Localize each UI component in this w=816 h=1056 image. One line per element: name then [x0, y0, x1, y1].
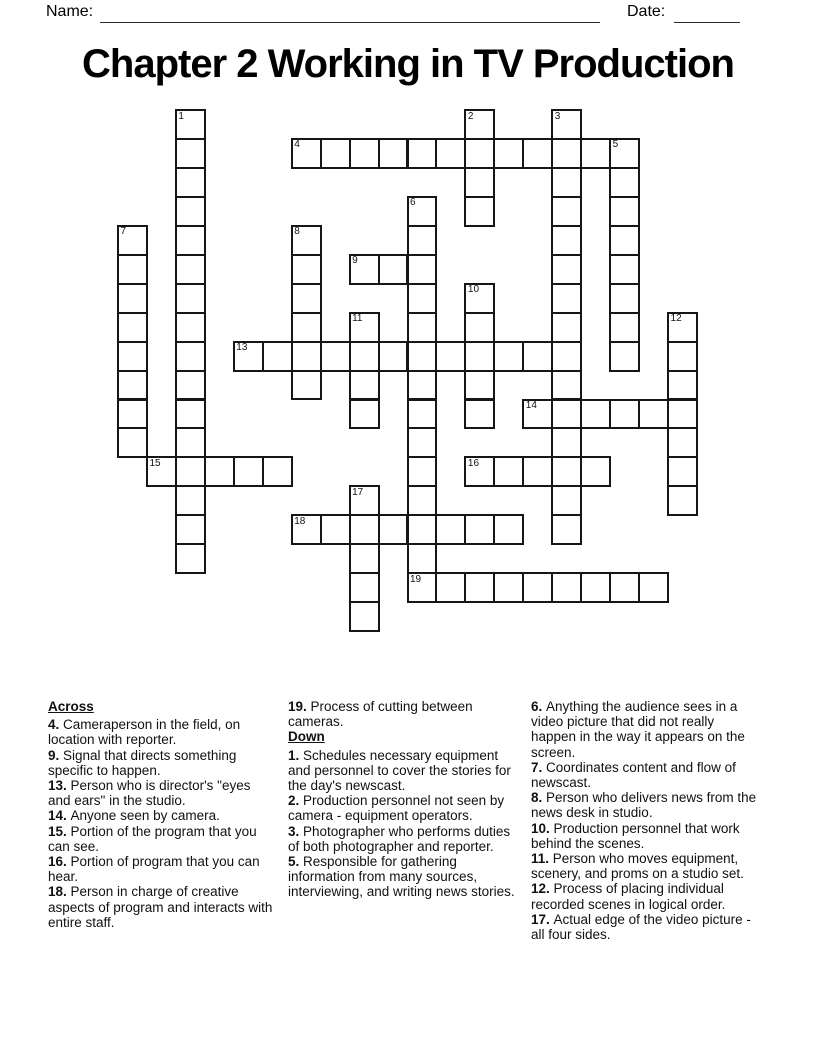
grid-cell[interactable] — [551, 572, 582, 603]
clue-number: 16. — [48, 854, 71, 870]
clue-7: 7. Coordinates content and flow of newscast. — [531, 759, 736, 791]
cell-number-14: 14 — [525, 400, 537, 411]
grid-cell[interactable] — [291, 254, 322, 285]
grid-cell[interactable] — [407, 341, 438, 372]
grid-cell[interactable] — [175, 427, 206, 458]
grid-cell[interactable] — [609, 167, 640, 198]
grid-cell[interactable] — [320, 341, 351, 372]
grid-cell[interactable] — [580, 572, 611, 603]
grid-cell[interactable] — [464, 196, 495, 227]
page-title: Chapter 2 Working in TV Production — [82, 42, 734, 86]
grid-cell[interactable] — [175, 138, 206, 169]
grid-cell[interactable] — [522, 138, 553, 169]
clue-14: 14. Anyone seen by camera. — [48, 808, 220, 824]
grid-cell[interactable] — [551, 196, 582, 227]
grid-cell[interactable] — [493, 456, 524, 487]
grid-cell[interactable] — [493, 341, 524, 372]
clue-number: 5. — [288, 854, 304, 870]
grid-cell[interactable] — [522, 341, 553, 372]
grid-cell[interactable] — [435, 572, 466, 603]
grid-cell[interactable] — [175, 485, 206, 516]
clue-number: 10. — [531, 820, 554, 836]
grid-cell[interactable] — [407, 254, 438, 285]
grid-cell[interactable] — [609, 225, 640, 256]
clue-number: 13. — [48, 778, 71, 794]
grid-cell[interactable] — [667, 456, 698, 487]
across-section-header: Across — [48, 699, 94, 714]
date-blank-line — [674, 6, 740, 23]
grid-cell[interactable] — [609, 283, 640, 314]
grid-cell[interactable] — [349, 138, 380, 169]
grid-cell[interactable] — [667, 485, 698, 516]
grid-cell[interactable] — [349, 514, 380, 545]
grid-cell[interactable] — [349, 341, 380, 372]
grid-cell[interactable] — [609, 312, 640, 343]
grid-cell[interactable] — [464, 514, 495, 545]
grid-cell[interactable] — [117, 254, 148, 285]
grid-cell[interactable] — [435, 514, 466, 545]
grid-cell[interactable] — [464, 138, 495, 169]
clue-15: 15. Portion of the program that you can see. — [48, 823, 257, 854]
clue-12: 12. Process of placing individual recorded scenes in logical order. — [531, 881, 726, 912]
grid-cell[interactable] — [551, 312, 582, 343]
grid-cell[interactable] — [175, 225, 206, 256]
clue-number: 2. — [288, 793, 304, 809]
grid-cell[interactable] — [349, 370, 380, 401]
grid-cell[interactable] — [175, 514, 206, 545]
grid-cell[interactable] — [464, 572, 495, 603]
grid-cell[interactable] — [175, 283, 206, 314]
clue-number: 1. — [288, 747, 304, 763]
cell-number-12: 12 — [670, 313, 682, 325]
grid-cell[interactable] — [204, 456, 235, 487]
grid-cell[interactable] — [175, 543, 206, 574]
grid-cell[interactable] — [291, 283, 322, 314]
cell-number-5: 5 — [612, 139, 619, 151]
clues-column-2 — [288, 699, 518, 900]
clue-8: 8. Person who delivers news from the news desk in studio. — [531, 790, 757, 821]
grid-cell[interactable] — [175, 399, 206, 430]
grid-cell[interactable] — [117, 341, 148, 372]
grid-cell[interactable] — [291, 370, 322, 401]
clue-17: 17. Actual edge of the video picture - all four sides. — [531, 911, 751, 943]
grid-cell[interactable] — [464, 370, 495, 401]
grid-cell[interactable] — [522, 572, 553, 603]
cell-number-8: 8 — [294, 226, 300, 238]
clue-9: 9. Signal that directs something specific to happen. — [48, 747, 237, 778]
cell-number-19: 19 — [410, 573, 422, 585]
cell-number-15: 15 — [149, 457, 161, 469]
clue-number: 4. — [48, 717, 64, 733]
grid-cell[interactable] — [378, 254, 409, 285]
clue-number: 12. — [531, 881, 554, 897]
cell-number-1: 1 — [178, 110, 184, 122]
grid-cell[interactable] — [551, 254, 582, 285]
grid-cell[interactable] — [435, 138, 466, 169]
clue-number: 19. — [288, 699, 311, 714]
grid-cell[interactable] — [667, 370, 698, 401]
cell-number-11: 11 — [352, 313, 363, 325]
grid-cell[interactable] — [407, 427, 438, 458]
grid-cell[interactable] — [464, 341, 495, 372]
clue-5: 5. Responsible for gathering information from many sources, interviewing, and writing news stories. — [288, 854, 515, 900]
grid-cell[interactable] — [435, 341, 466, 372]
clue-1: 1. Schedules necessary equipment and personnel to cover the stories for the day's newscast. — [288, 747, 511, 794]
grid-cell[interactable] — [493, 572, 524, 603]
clue-number: 7. — [531, 759, 547, 775]
grid-cell[interactable] — [551, 283, 582, 314]
grid-cell[interactable] — [378, 138, 409, 169]
grid-cell[interactable] — [117, 427, 148, 458]
grid-cell[interactable] — [175, 167, 206, 198]
grid-cell[interactable] — [580, 138, 611, 169]
grid-cell[interactable] — [407, 456, 438, 487]
grid-cell[interactable] — [464, 312, 495, 343]
clue-3: 3. Photographer who performs duties of both photographer and reporter. — [288, 823, 511, 854]
clue-13: 13. Person who is director's "eyes and ears" in the studio. — [48, 778, 251, 809]
grid-cell[interactable] — [609, 341, 640, 372]
grid-cell[interactable] — [407, 543, 438, 574]
clue-11: 11. Person who moves equipment, scenery, and proms on a studio set. — [531, 851, 744, 882]
clue-18: 18. Person in charge of creative aspects of program and interacts with entire staff. — [48, 884, 273, 930]
grid-cell[interactable] — [407, 370, 438, 401]
grid-cell[interactable] — [580, 456, 611, 487]
grid-cell[interactable] — [233, 456, 264, 487]
grid-cell[interactable] — [609, 196, 640, 227]
clues-column-3 — [531, 699, 762, 942]
grid-cell[interactable] — [117, 399, 148, 430]
grid-cell[interactable] — [551, 485, 582, 516]
grid-cell[interactable] — [464, 167, 495, 198]
grid-cell[interactable] — [117, 312, 148, 343]
grid-cell[interactable] — [175, 341, 206, 372]
grid-cell[interactable] — [551, 514, 582, 545]
grid-cell[interactable] — [493, 138, 524, 169]
grid-cell[interactable] — [117, 283, 148, 314]
grid-cell[interactable] — [551, 225, 582, 256]
grid-cell[interactable] — [407, 312, 438, 343]
cell-number-9: 9 — [352, 255, 358, 267]
clue-10: 10. Production personnel that work behind the scenes. — [531, 820, 740, 851]
grid-cell[interactable] — [175, 370, 206, 401]
grid-cell[interactable] — [117, 370, 148, 401]
crossword-grid — [117, 109, 699, 633]
cell-number-10: 10 — [467, 284, 480, 296]
clue-16: 16. Portion of program that you can hear. — [48, 854, 260, 885]
grid-cell[interactable] — [522, 456, 553, 487]
cell-number-16: 16 — [467, 457, 480, 469]
clue-number: 18. — [48, 884, 71, 900]
clue-4: 4. Cameraperson in the field, on location with reporter. — [48, 717, 241, 748]
clue-number: 14. — [48, 808, 71, 824]
grid-cell[interactable] — [175, 456, 206, 487]
clue-19: 19. Process of cutting between cameras. — [288, 699, 473, 730]
clue-number: 6. — [531, 699, 547, 714]
grid-cell[interactable] — [262, 341, 293, 372]
grid-cell[interactable] — [667, 399, 698, 430]
grid-cell[interactable] — [320, 514, 351, 545]
clue-number: 3. — [288, 823, 304, 839]
grid-cell[interactable] — [407, 225, 438, 256]
grid-cell[interactable] — [551, 427, 582, 458]
clue-number: 17. — [531, 911, 554, 927]
grid-cell[interactable] — [638, 572, 669, 603]
clue-6: 6. Anything the audience sees in a video picture that did not really happen in the way it appears on the screen. — [531, 699, 745, 760]
grid-cell[interactable] — [407, 514, 438, 545]
grid-cell[interactable] — [493, 514, 524, 545]
grid-cell[interactable] — [175, 312, 206, 343]
clues-column-1 — [48, 699, 276, 930]
grid-cell[interactable] — [349, 572, 380, 603]
down-section-header: Down — [288, 729, 325, 745]
grid-cell[interactable] — [291, 312, 322, 343]
grid-cell[interactable] — [464, 399, 495, 430]
grid-cell[interactable] — [580, 399, 611, 430]
grid-cell[interactable] — [638, 399, 669, 430]
clue-number: 8. — [531, 790, 547, 806]
name-label: Name: — [46, 3, 94, 20]
cell-number-13: 13 — [236, 342, 248, 354]
grid-cell[interactable] — [349, 601, 380, 632]
grid-cell[interactable] — [378, 341, 409, 372]
clue-2: 2. Production personnel not seen by camera - equipment operators. — [288, 793, 505, 824]
cell-number-3: 3 — [554, 110, 561, 122]
grid-cell[interactable] — [291, 341, 322, 372]
grid-cell[interactable] — [349, 543, 380, 574]
cell-number-7: 7 — [120, 226, 127, 238]
clue-number: 9. — [48, 747, 64, 763]
grid-cell[interactable] — [175, 196, 206, 227]
grid-cell[interactable] — [667, 341, 698, 372]
grid-cell[interactable] — [551, 167, 582, 198]
grid-cell[interactable] — [667, 427, 698, 458]
clue-number: 15. — [48, 823, 71, 839]
grid-cell[interactable] — [320, 138, 351, 169]
grid-cell[interactable] — [551, 341, 582, 372]
grid-cell[interactable] — [175, 254, 206, 285]
grid-cell[interactable] — [551, 456, 582, 487]
grid-cell[interactable] — [407, 138, 438, 169]
name-blank-line — [100, 6, 600, 23]
cell-number-6: 6 — [410, 197, 416, 209]
cell-number-17: 17 — [352, 486, 364, 498]
grid-cell[interactable] — [551, 138, 582, 169]
date-label: Date: — [627, 3, 666, 20]
grid-cell[interactable] — [378, 514, 409, 545]
grid-cell[interactable] — [609, 572, 640, 603]
grid-cell[interactable] — [407, 283, 438, 314]
grid-cell[interactable] — [551, 370, 582, 401]
clue-number: 11. — [531, 851, 553, 867]
grid-cell[interactable] — [407, 485, 438, 516]
grid-cell[interactable] — [551, 399, 582, 430]
cell-number-4: 4 — [294, 139, 300, 151]
cell-number-18: 18 — [294, 515, 306, 527]
grid-cell[interactable] — [349, 399, 380, 430]
grid-cell[interactable] — [609, 254, 640, 285]
grid-cell[interactable] — [407, 399, 438, 430]
grid-cell[interactable] — [609, 399, 640, 430]
cell-number-2: 2 — [467, 110, 474, 122]
grid-cell[interactable] — [262, 456, 293, 487]
